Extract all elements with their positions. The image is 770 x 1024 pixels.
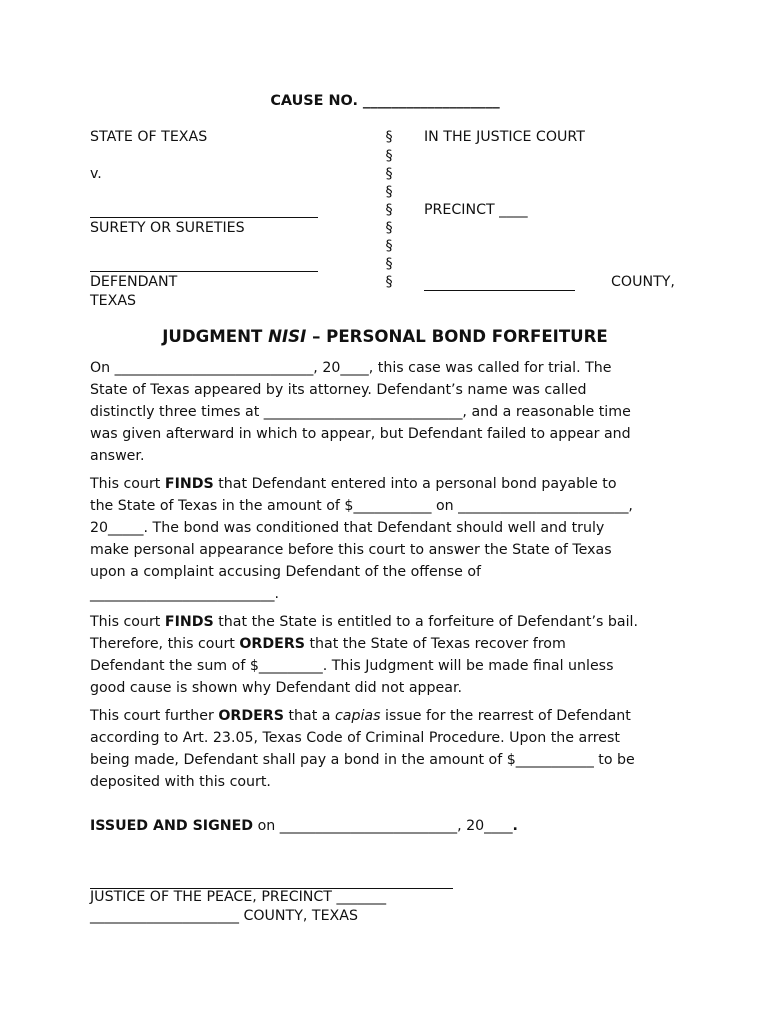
surety-name-line [90, 217, 318, 218]
versus-label: v. [90, 166, 102, 182]
section-symbol: § [385, 184, 393, 200]
cause-number: CAUSE NO. ___________________ [270, 93, 500, 109]
county-name-line [424, 290, 575, 291]
issued-signed-line: ISSUED AND SIGNED on _________________________, 20____. [90, 818, 518, 834]
section-symbol: § [385, 256, 393, 272]
text-line: Defendant the sum of $_________. This Judgment will be made final unless [90, 658, 614, 674]
paragraph-capias [90, 705, 680, 793]
text-line: This court FINDS that Defendant entered into a personal bond payable to [90, 476, 617, 492]
text-line: answer. [90, 448, 145, 464]
party-state: STATE OF TEXAS [90, 129, 208, 145]
text-line: distinctly three times at ____________________________, and a reasonable time [90, 404, 631, 420]
signer-title: JUSTICE OF THE PEACE, PRECINCT _______ [90, 889, 387, 905]
section-symbol: § [385, 220, 393, 236]
party-surety: SURETY OR SURETIES [90, 220, 245, 236]
section-symbol: § [385, 166, 393, 182]
text-line: On ____________________________, 20____, this case was called for trial. The [90, 360, 612, 376]
text-line: the State of Texas in the amount of $___________ on ________________________, [90, 498, 633, 514]
section-symbol: § [385, 274, 393, 290]
section-symbol: § [385, 129, 393, 145]
party-defendant: DEFENDANT [90, 274, 178, 290]
text-line: make personal appearance before this court to answer the State of Texas [90, 542, 612, 558]
section-symbol: § [385, 202, 393, 218]
text-line: This court further ORDERS that a capias issue for the rearrest of Defendant [90, 708, 631, 724]
text-line: Therefore, this court ORDERS that the State of Texas recover from [90, 636, 566, 652]
county-label: COUNTY, [611, 274, 675, 290]
paragraph-forfeiture [90, 611, 680, 699]
party-texas: TEXAS [90, 293, 137, 309]
text-line: according to Art. 23.05, Texas Code of Criminal Procedure. Upon the arrest [90, 730, 620, 746]
text-line: State of Texas appeared by its attorney. Defendant’s name was called [90, 382, 587, 398]
precinct-field: PRECINCT ____ [424, 202, 528, 218]
text-line: This court FINDS that the State is entitled to a forfeiture of Defendant’s bail. [90, 614, 638, 630]
paragraph-trial [90, 357, 680, 467]
defendant-name-line [90, 271, 318, 272]
text-line: __________________________. [90, 586, 279, 602]
document-title: JUDGMENT NISI – PERSONAL BOND FORFEITURE [162, 327, 608, 346]
text-line: good cause is shown why Defendant did not appear. [90, 680, 463, 696]
court-name: IN THE JUSTICE COURT [424, 129, 585, 145]
text-line: 20_____. The bond was conditioned that Defendant should well and truly [90, 520, 605, 536]
text-line: deposited with this court. [90, 774, 271, 790]
signer-county: _____________________ COUNTY, TEXAS [90, 908, 358, 924]
paragraph-bond [90, 473, 680, 605]
text-line: was given afterward in which to appear, but Defendant failed to appear and [90, 426, 631, 442]
text-line: being made, Defendant shall pay a bond in the amount of $___________ to be [90, 752, 635, 768]
section-symbol: § [385, 238, 393, 254]
section-symbol: § [385, 148, 393, 164]
text-line: upon a complaint accusing Defendant of the offense of [90, 564, 482, 580]
